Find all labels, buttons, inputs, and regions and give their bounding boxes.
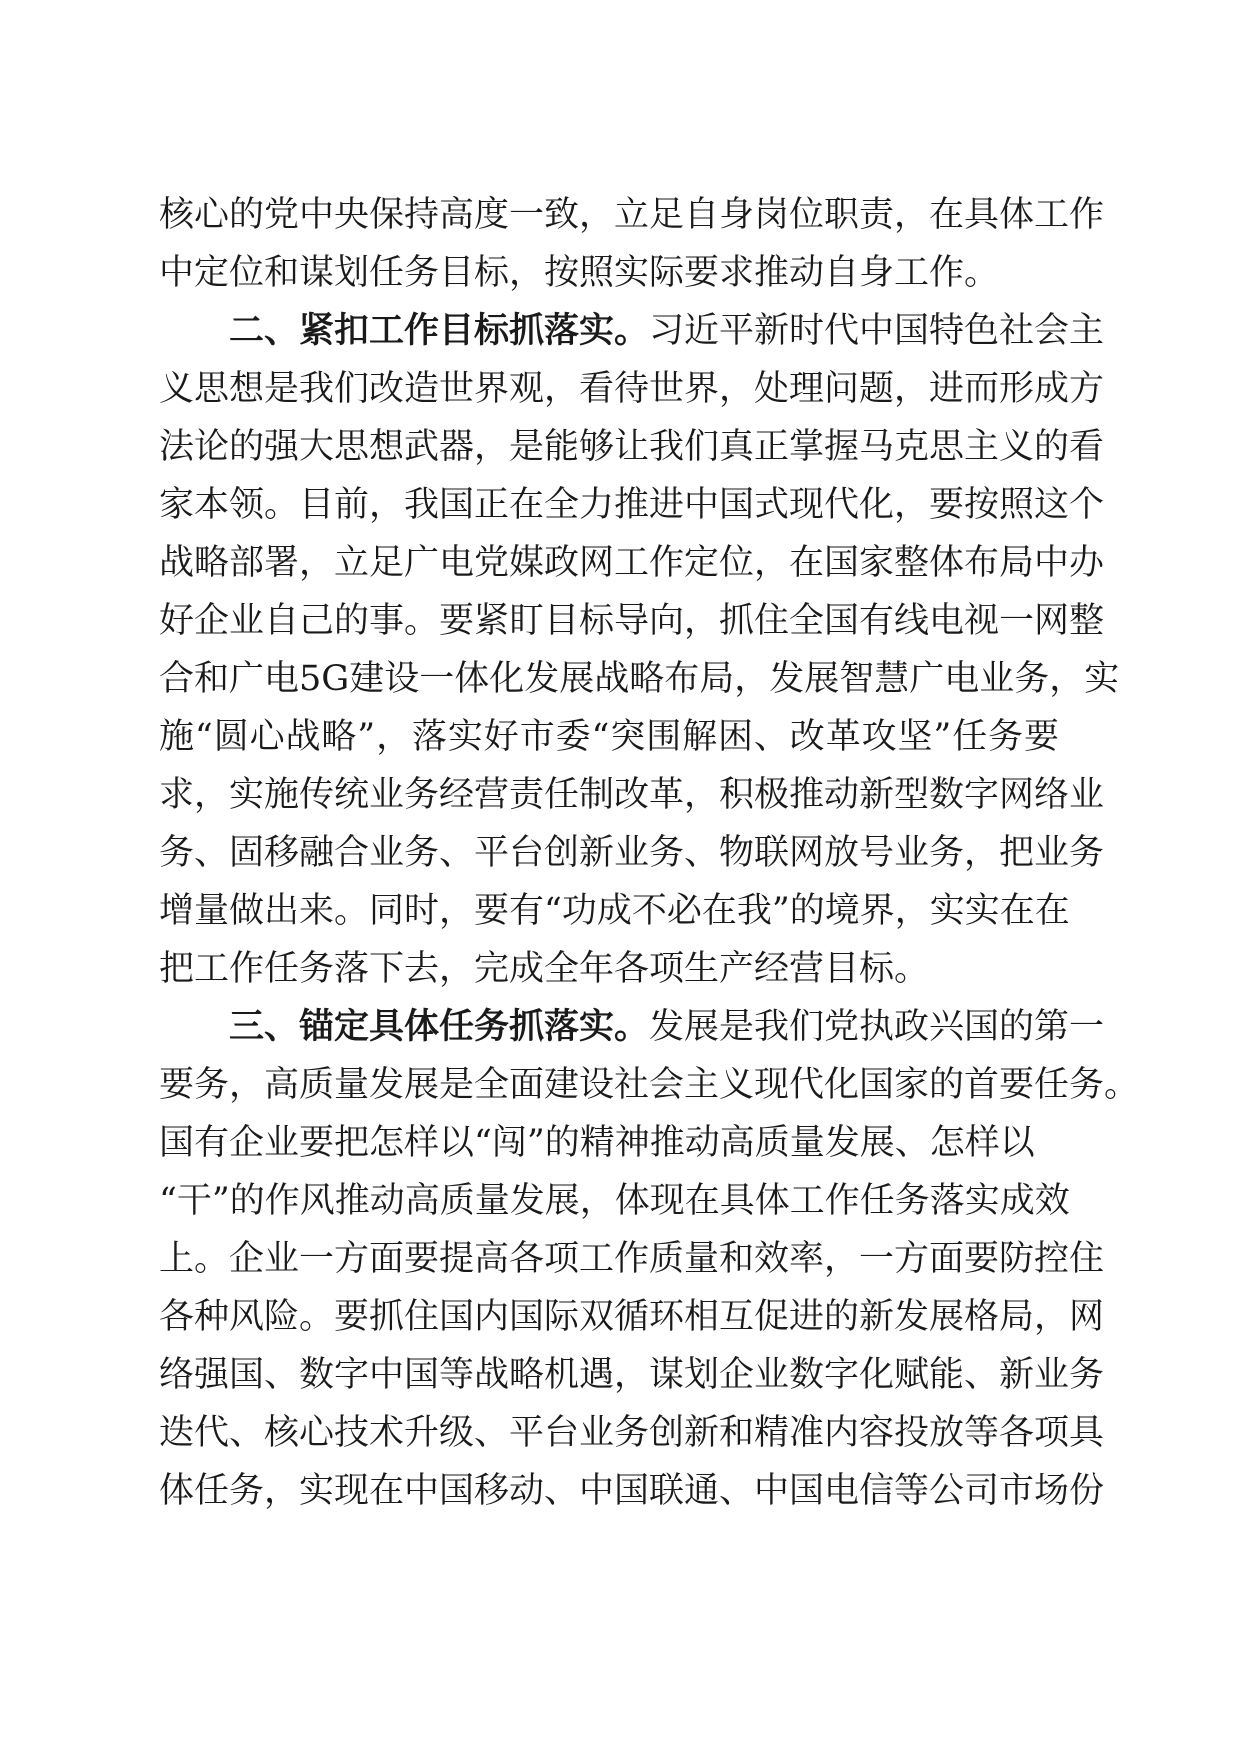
text-line: 合和广电5G建设一体化发展战略布局，发展智慧广电业务，实 <box>159 659 1120 699</box>
text-line: 求，实施传统业务经营责任制改革，积极推动新型数字网络业 <box>159 775 1105 815</box>
section-3-intro: 发展是我们党执政兴国的第一 <box>649 1007 1105 1047</box>
text-line: 义思想是我们改造世界观，看待世界，处理问题，进而形成方 <box>159 369 1105 409</box>
text-line: 上。企业一方面要提高各项工作质量和效率，一方面要防控住 <box>159 1239 1105 1279</box>
text-line: 增量做出来。同时，要有“功成不必在我”的境界，实实在在 <box>159 891 1070 931</box>
section-2-first-line <box>159 302 1105 360</box>
text-line: 施“圆心战略”，落实好市委“突围解困、改革攻坚”任务要 <box>159 717 1059 757</box>
text-line: 体任务，实现在中国移动、中国联通、中国电信等公司市场份 <box>159 1471 1105 1511</box>
text-line: “干”的作风推动高质量发展，体现在具体工作任务落实成效 <box>159 1181 1070 1221</box>
text-line: 好企业自己的事。要紧盯目标导向，抓住全国有线电视一网整 <box>159 601 1105 641</box>
text-line: 国有企业要把怎样以“闯”的精神推动高质量发展、怎样以 <box>159 1123 1035 1163</box>
text-line: 家本领。目前，我国正在全力推进中国式现代化，要按照这个 <box>159 485 1105 525</box>
text-line: 络强国、数字中国等战略机遇，谋划企业数字化赋能、新业务 <box>159 1355 1105 1395</box>
text-line: 务、固移融合业务、平台创新业务、物联网放号业务，把业务 <box>159 833 1105 873</box>
text-line: 法论的强大思想武器，是能够让我们真正掌握马克思主义的看 <box>159 427 1105 467</box>
text-line: 中定位和谋划任务目标，按照实际要求推动自身工作。 <box>159 253 1000 293</box>
section-3-first-line <box>159 998 1105 1056</box>
text-line: 各种风险。要抓住国内国际双循环相互促进的新发展格局，网 <box>159 1297 1105 1337</box>
text-line: 把工作任务落下去，完成全年各项生产经营目标。 <box>159 949 930 989</box>
text-line: 战略部署，立足广电党媒政网工作定位，在国家整体布局中办 <box>159 543 1105 583</box>
document-body <box>159 186 1140 1520</box>
text-line: 核心的党中央保持高度一致，立足自身岗位职责，在具体工作 <box>159 195 1105 235</box>
text-line: 迭代、核心技术升级、平台业务创新和精准内容投放等各项具 <box>159 1413 1105 1453</box>
section-2-heading: 二、紧扣工作目标抓落实。 <box>229 311 650 351</box>
section-3-heading: 三、锚定具体任务抓落实。 <box>229 1007 650 1047</box>
section-2-intro: 习近平新时代中国特色社会主 <box>649 311 1105 351</box>
text-line: 要务，高质量发展是全面建设社会主义现代化国家的首要任务。 <box>159 1065 1140 1105</box>
